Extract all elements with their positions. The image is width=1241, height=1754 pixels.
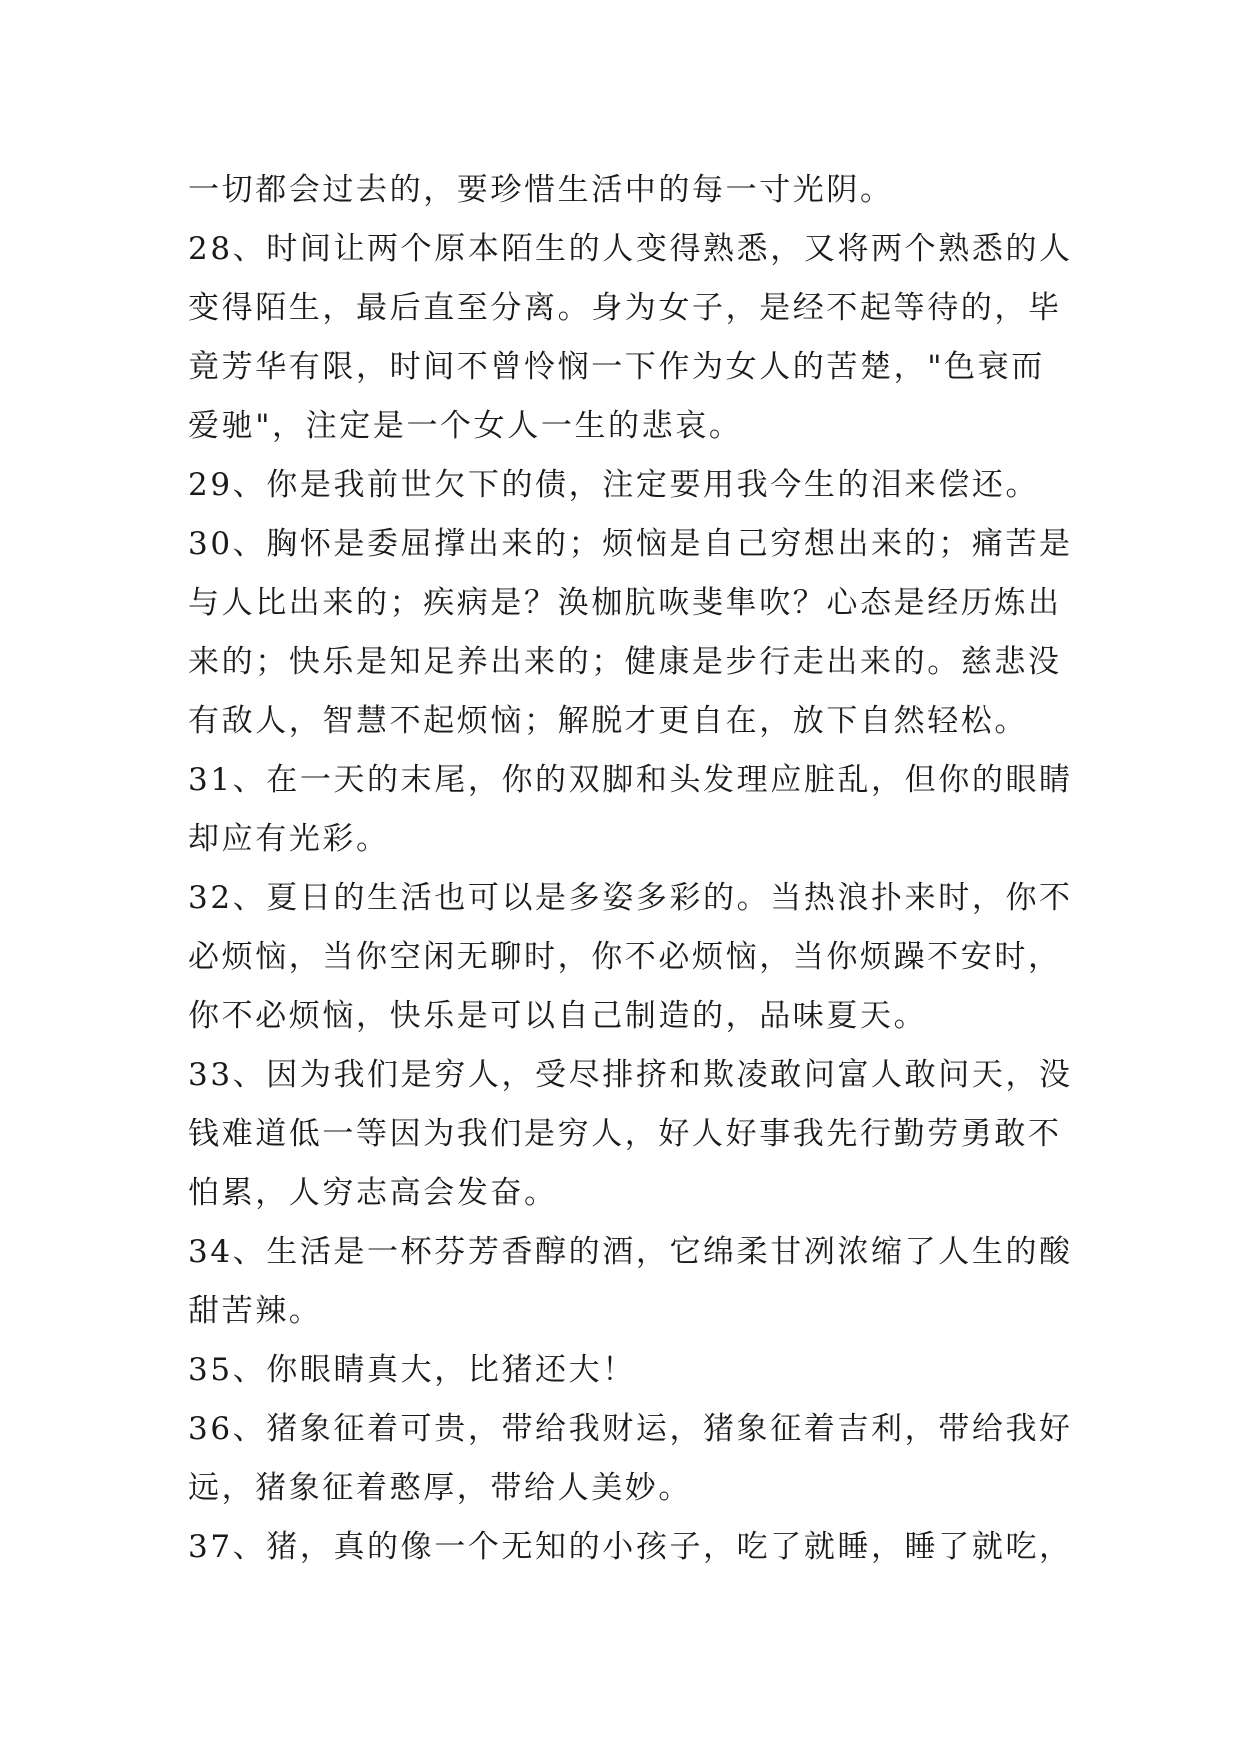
text-line: 36、猪象征着可贵，带给我财运，猪象征着吉利，带给我好	[188, 1411, 1073, 1447]
text-line: 37、猪，真的像一个无知的小孩子，吃了就睡，睡了就吃，	[188, 1529, 1073, 1565]
text-line: 28、时间让两个原本陌生的人变得熟悉，又将两个熟悉的人	[188, 231, 1073, 267]
text-line: 一切都会过去的，要珍惜生活中的每一寸光阴。	[188, 172, 894, 208]
text-line: 33、因为我们是穷人，受尽排挤和欺凌敢问富人敢问天，没	[188, 1057, 1073, 1093]
text-line: 32、夏日的生活也可以是多姿多彩的。当热浪扑来时，你不	[188, 880, 1073, 916]
text-line: 34、生活是一杯芬芳香醇的酒，它绵柔甘冽浓缩了人生的酸	[188, 1234, 1073, 1270]
text-line: 甜苦辣。	[188, 1293, 323, 1329]
text-line: 35、你眼睛真大，比猪还大！	[188, 1352, 636, 1388]
text-line: 必烦恼，当你空闲无聊时，你不必烦恼，当你烦躁不安时，	[188, 939, 1062, 975]
text-line: 与人比出来的；疾病是？涣枷肮咴斐隼吹？心态是经历炼出	[188, 585, 1062, 621]
text-line: 却应有光彩。	[188, 821, 390, 857]
text-line: 爱驰"，注定是一个女人一生的悲哀。	[188, 408, 743, 444]
text-line: 变得陌生，最后直至分离。身为女子，是经不起等待的，毕	[188, 290, 1062, 326]
text-line: 有敌人，智慧不起烦恼；解脱才更自在，放下自然轻松。	[188, 703, 1028, 739]
text-line: 怕累，人穷志高会发奋。	[188, 1175, 558, 1211]
text-line: 竟芳华有限，时间不曾怜悯一下作为女人的苦楚，"色衰而	[188, 349, 1045, 385]
text-line: 你不必烦恼，快乐是可以自己制造的，品味夏天。	[188, 998, 928, 1034]
text-line: 29、你是我前世欠下的债，注定要用我今生的泪来偿还。	[188, 467, 1040, 503]
text-line: 来的；快乐是知足养出来的；健康是步行走出来的。慈悲没	[188, 644, 1062, 680]
text-line: 31、在一天的末尾，你的双脚和头发理应脏乱，但你的眼睛	[188, 762, 1073, 798]
text-line: 远，猪象征着憨厚，带给人美妙。	[188, 1470, 692, 1506]
text-line: 钱难道低一等因为我们是穷人，好人好事我先行勤劳勇敢不	[188, 1116, 1062, 1152]
text-line: 30、胸怀是委屈撑出来的；烦恼是自己穷想出来的；痛苦是	[188, 526, 1073, 562]
document-body	[188, 161, 1073, 1577]
